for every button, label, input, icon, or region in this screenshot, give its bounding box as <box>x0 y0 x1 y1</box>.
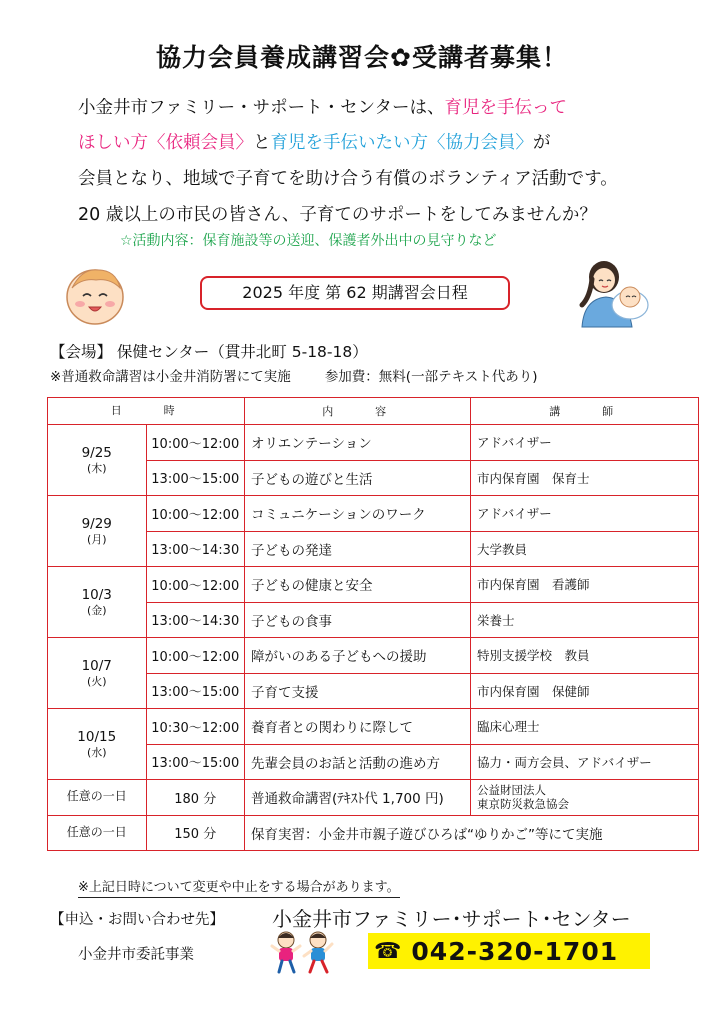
children-playing-icon <box>270 928 338 974</box>
header-datetime: 日 時 <box>48 398 245 425</box>
lecturer-cell: 市内保育園 看護師 <box>471 567 699 603</box>
date: 10/3 <box>81 586 112 603</box>
commission-note: 小金井市委託事業 <box>78 947 194 963</box>
day-of-week: (火) <box>86 674 107 688</box>
time-cell: 10:00～12:00 <box>146 496 245 532</box>
date-cell <box>48 638 147 709</box>
footnote: ※上記日時について変更や中止をする場合があります。 <box>78 876 400 898</box>
center-name: 小金井市ファミリー･サポート･センター <box>272 907 631 931</box>
intro-line-3: 会員となり、地域で子育てを助け合う有償のボランティア活動です。 <box>78 169 618 189</box>
lecturer-cell: アドバイザー <box>471 425 699 461</box>
content-cell: 子どもの遊びと生活 <box>245 460 471 496</box>
table-row <box>48 815 699 851</box>
time-cell: 13:00～14:30 <box>146 602 245 638</box>
table-row <box>48 496 699 532</box>
time-cell: 180 分 <box>146 780 245 816</box>
activity-description: ☆活動内容：保育施設等の送迎、保護者外出中の見守りなど <box>120 233 497 249</box>
day-of-week: (月) <box>86 532 107 546</box>
intro-text: と <box>253 133 271 153</box>
intro-line-4: 20 歳以上の市民の皆さん、子育てのサポートをしてみませんか？ <box>78 205 597 225</box>
content-cell: 子どもの健康と安全 <box>245 567 471 603</box>
date-cell: 任意の一日 <box>48 815 147 851</box>
phone-number[interactable]: 042-320-1701 <box>411 936 619 966</box>
requester-member: ほしい方〈依頼会員〉 <box>78 133 253 153</box>
time-cell: 10:00～12:00 <box>146 425 245 461</box>
intro-text: が <box>533 133 551 153</box>
content-cell: コミュニケーションのワーク <box>245 496 471 532</box>
intro-line-1 <box>78 94 567 119</box>
intro-line-2 <box>78 129 551 154</box>
lecturer-cell: 市内保育園 保健師 <box>471 673 699 709</box>
lecturer-cell: 臨床心理士 <box>471 709 699 745</box>
venue: 【会場】 保健センター（貫井北町 5-18-18） <box>50 343 368 361</box>
date-cell <box>48 567 147 638</box>
mother-and-baby-icon <box>570 255 654 329</box>
lecturer-cell: 大学教員 <box>471 531 699 567</box>
content-cell: 子育て支援 <box>245 673 471 709</box>
header-lecturer: 講 師 <box>471 398 699 425</box>
table-row <box>48 780 699 816</box>
date-cell <box>48 709 147 780</box>
date-cell <box>48 425 147 496</box>
day-of-week: (水) <box>86 745 107 759</box>
time-cell: 150 分 <box>146 815 245 851</box>
time-cell: 10:00～12:00 <box>146 638 245 674</box>
content-cell: 障がいのある子どもへの援助 <box>245 638 471 674</box>
lecturer-cell <box>471 780 699 816</box>
lecturer-cell: 栄養士 <box>471 602 699 638</box>
content-cell: 子どもの食事 <box>245 602 471 638</box>
time-cell: 13:00～15:00 <box>146 460 245 496</box>
inquiry-label: 【申込・お問い合わせ先】 <box>50 912 224 928</box>
time-cell: 10:00～12:00 <box>146 567 245 603</box>
baby-icon <box>62 262 128 328</box>
table-row <box>48 531 699 567</box>
lecturer-cell: 市内保育園 保育士 <box>471 460 699 496</box>
intro-text: 小金井市ファミリー・サポート・センターは、 <box>78 98 445 118</box>
page-title: 協力会員養成講習会✿受講者募集！ <box>156 43 568 72</box>
date: 10/15 <box>77 728 117 745</box>
intro-highlight: 育児を手伝って <box>444 98 567 118</box>
time-cell: 13:00～15:00 <box>146 673 245 709</box>
content-cell: 普通救命講習(ﾃｷｽﾄ代 1,700 円) <box>245 780 471 816</box>
table-row <box>48 673 699 709</box>
date-cell <box>48 496 147 567</box>
content-cell: 先輩会員のお話と活動の進め方 <box>245 744 471 780</box>
note-line <box>50 365 538 385</box>
content-cell: 子どもの発達 <box>245 531 471 567</box>
lecturer-line: 東京防災救急協会 <box>477 797 569 812</box>
time-cell: 13:00～14:30 <box>146 531 245 567</box>
table-row <box>48 744 699 780</box>
phone-icon: ☎ <box>374 938 402 964</box>
day-of-week: (木) <box>86 461 107 475</box>
time-cell: 13:00～15:00 <box>146 744 245 780</box>
table-row <box>48 567 699 603</box>
content-cell: オリエンテーション <box>245 425 471 461</box>
table-row <box>48 460 699 496</box>
cpr-note: ※普通救命講習は小金井消防署にて実施 <box>50 369 291 385</box>
table-row <box>48 602 699 638</box>
date: 10/7 <box>81 657 112 674</box>
content-cell: 養育者との関わりに際して <box>245 709 471 745</box>
lecturer-line: 公益財団法人 <box>477 782 546 797</box>
date-cell: 任意の一日 <box>48 780 147 816</box>
table-header <box>48 398 699 425</box>
helper-member: 育児を手伝いたい方〈協力会員〉 <box>270 133 533 153</box>
lecturer-cell: アドバイザー <box>471 496 699 532</box>
content-cell: 保育実習：小金井市親子遊びひろば“ゆりかご”等にて実施 <box>245 815 699 851</box>
schedule-table <box>47 397 699 851</box>
date: 9/25 <box>81 444 112 461</box>
schedule-title: 2025 年度 第 62 期講習会日程 <box>200 276 510 310</box>
table-row <box>48 638 699 674</box>
lecturer-cell: 協力・両方会員、アドバイザー <box>471 744 699 780</box>
day-of-week: (金) <box>86 603 107 617</box>
fee: 参加費：無料(一部テキスト代あり) <box>324 369 538 385</box>
table-row <box>48 425 699 461</box>
header-content: 内 容 <box>245 398 471 425</box>
table-row <box>48 709 699 745</box>
phone-box <box>368 933 650 969</box>
date: 9/29 <box>81 515 112 532</box>
lecturer-cell: 特別支援学校 教員 <box>471 638 699 674</box>
time-cell: 10:30～12:00 <box>146 709 245 745</box>
